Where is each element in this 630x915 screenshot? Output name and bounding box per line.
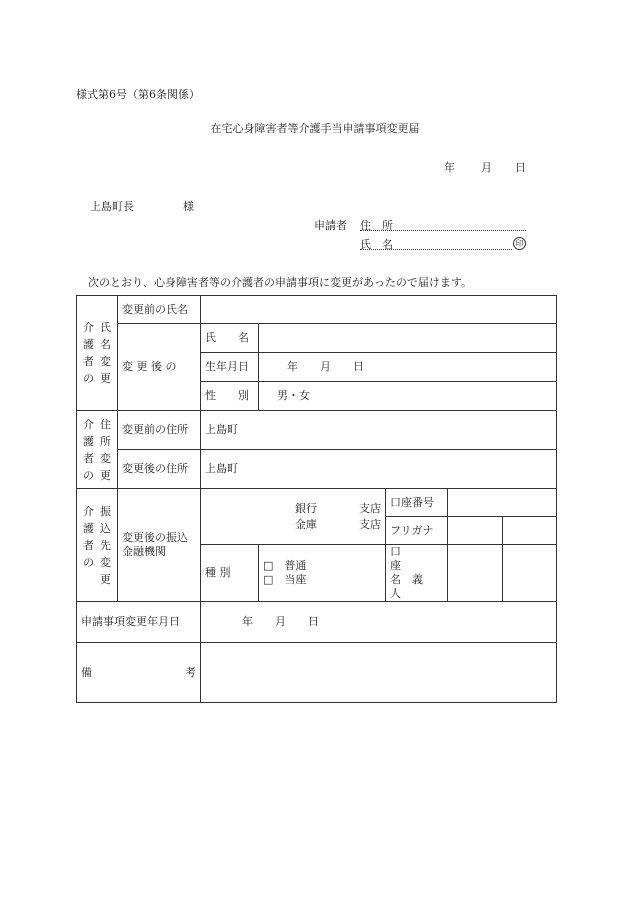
branch-text-1: 支店	[359, 501, 381, 515]
new-name-field[interactable]	[259, 324, 557, 353]
address-label: 住 所	[360, 219, 393, 232]
change-date-label: 申請事項変更年月日	[77, 602, 201, 643]
after-change-label: 変 更 後 の	[118, 324, 201, 411]
name-label: 氏 名	[360, 238, 393, 251]
before-name-label: 変更前の氏名	[118, 296, 201, 324]
document-title: 在宅心身障害者等介護手当申請事項変更届	[210, 122, 420, 135]
after-address-field[interactable]: 上島町	[201, 450, 557, 489]
before-address-label: 変更前の住所	[118, 411, 201, 450]
remarks-field[interactable]	[201, 643, 557, 703]
seal-icon: 印	[513, 237, 526, 250]
account-type-options[interactable]	[259, 545, 386, 602]
bank-change-group: 介 護 者 の 振 込 先 変 更	[77, 489, 118, 602]
ordinary-checkbox[interactable]: □ 普通	[263, 559, 307, 572]
bank-label: 変更後の振込金融機関	[118, 489, 201, 602]
bank-field[interactable]	[201, 489, 386, 545]
form-number: 様式第6号（第6条関係）	[76, 88, 200, 101]
addressee-honorific: 様	[183, 200, 194, 213]
furigana-field-2[interactable]	[503, 517, 557, 545]
account-holder-label: 口 座 名 義 人	[386, 545, 448, 602]
date-day: 日	[515, 161, 526, 174]
birthdate-label: 生年月日	[201, 353, 259, 382]
after-address-label: 変更後の住所	[118, 450, 201, 489]
current-checkbox[interactable]: □ 当座	[263, 573, 307, 586]
sex-field[interactable]: 男・女	[259, 382, 557, 411]
form-table	[76, 295, 557, 703]
date-month: 月	[481, 161, 492, 174]
furigana-field-1[interactable]	[448, 517, 503, 545]
furigana-label: フリガナ	[386, 517, 448, 545]
branch-text-2: 支店	[359, 517, 381, 531]
intro-text: 次のとおり、心身障害者等の介護者の申請事項に変更があったので届けます。	[88, 276, 473, 289]
credit-text: 金庫	[295, 517, 317, 531]
remarks-label: 備 考	[77, 643, 201, 703]
addressee-name: 上島町長	[90, 200, 134, 213]
date-year: 年	[444, 161, 455, 174]
change-date-field[interactable]: 年 月 日	[201, 602, 557, 643]
account-number-label: 口座番号	[386, 489, 448, 517]
applicant-label: 申請者	[314, 219, 347, 232]
account-number-field[interactable]	[448, 489, 557, 517]
name-change-group: 介 護 者 の 氏 名 変 更	[77, 296, 118, 411]
address-change-group: 介 護 者 の 住 所 変 更	[77, 411, 118, 489]
account-type-label: 種 別	[201, 545, 259, 602]
before-address-field[interactable]: 上島町	[201, 411, 557, 450]
account-holder-field-1[interactable]	[448, 545, 503, 602]
new-name-label: 氏 名	[201, 324, 259, 353]
address-line[interactable]	[360, 230, 526, 231]
bank-text: 銀行	[295, 501, 317, 515]
before-name-field[interactable]	[201, 296, 557, 324]
sex-label: 性 別	[201, 382, 259, 411]
name-line[interactable]	[360, 249, 512, 250]
birthdate-field[interactable]: 年 月 日	[259, 353, 557, 382]
account-holder-field-2[interactable]	[503, 545, 557, 602]
